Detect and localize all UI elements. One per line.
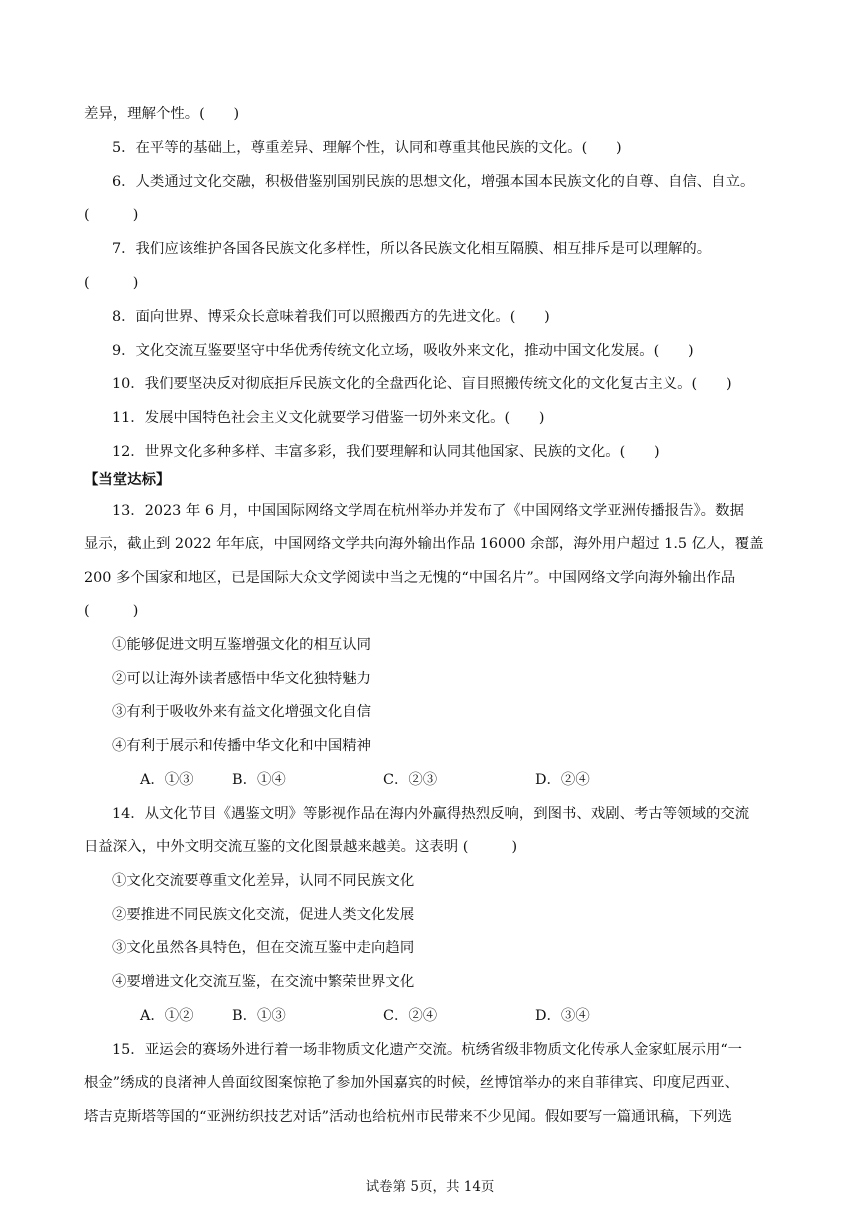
question-15-line-3: 塔吉克斯塔等国的“亚洲纺织技艺对话”活动也给杭州市民带来不少见闻。假如要写一篇通讯稿，下列选 (84, 1109, 732, 1125)
q13-option: ①能够促进文明互鉴增强文化的相互认同 (112, 637, 372, 653)
question-13-line-1: 13．2023 年 6 月，中国国际网络文学周在杭州举办并发布了《中国网络文学亚洲传播报告》。数据 (112, 503, 744, 519)
question-13-line-2: 显示，截止到 2022 年年底，中国网络文学共向海外输出作品 16000 余部，海外用户超过 1.5 亿人，覆盖 (84, 536, 764, 552)
question-7: 7．我们应该维护各国各民族文化多样性，所以各民族文化相互隔膜、相互排斥是可以理解的。 (112, 241, 712, 257)
question-15-line-2: 根金”绣成的良渚神人兽面纹图案惊艳了参加外国嘉宾的时候，丝博馆举办的来自菲律宾、印度尼西亚、 (84, 1075, 739, 1091)
q14-option: ③文化虽然各具特色，但在交流互鉴中走向趋同 (112, 940, 415, 956)
q13-option: ②可以让海外读者感悟中华文化独特魅力 (112, 671, 372, 687)
q14-option: ④要增进文化交流互鉴，在交流中繁荣世界文化 (112, 974, 415, 990)
choice-a: A．①③ (140, 772, 194, 788)
question-15-line-1: 15．亚运会的赛场外进行着一场非物质文化遗产交流。杭绣省级非物质文化传承人金家虹展示用“一 (112, 1042, 743, 1058)
question-8: 8．面向世界、博采众长意味着我们可以照搬西方的先进文化。( ) (112, 309, 550, 325)
choice-d: D．③④ (535, 1008, 590, 1024)
question-13-line-3: 200 多个国家和地区，已是国际大众文学阅读中当之无愧的“中国名片”。中国网络文学向海外输出作品 (84, 570, 736, 586)
question-7-blank: ( ) (84, 275, 139, 291)
question-10: 10．我们要坚决反对彻底拒斥民族文化的全盘西化论、盲目照搬传统文化的文化复古主义。( ) (112, 376, 732, 392)
page-footer: 试卷第 5页，共 14页 (365, 1179, 495, 1195)
question-6-blank: ( ) (84, 207, 139, 223)
choice-b: B．①③ (232, 1008, 286, 1024)
question-12: 12．世界文化多种多样、丰富多彩，我们要理解和认同其他国家、民族的文化。( ) (112, 444, 660, 460)
q13-option: ③有利于吸收外来有益文化增强文化自信 (112, 704, 372, 720)
q14-option: ①文化交流要尊重文化差异，认同不同民族文化 (112, 873, 415, 889)
q13-option: ④有利于展示和传播中华文化和中国精神 (112, 738, 372, 754)
choice-c: C．②③ (383, 772, 438, 788)
section-heading: 【当堂达标】 (84, 472, 171, 488)
choice-c: C．②④ (383, 1008, 438, 1024)
choice-b: B．①④ (232, 772, 286, 788)
question-14-line-1: 14．从文化节目《遇鉴文明》等影视作品在海内外赢得热烈反响，到图书、戏剧、考古等领域的交流 (112, 806, 750, 822)
question-6: 6．人类通过文化交融，积极借鉴别国别民族的思想文化，增强本国本民族文化的自尊、自信、自立。 (112, 174, 755, 190)
choice-d: D．②④ (535, 772, 590, 788)
q14-option: ②要推进不同民族文化交流，促进人类文化发展 (112, 907, 415, 923)
question-5: 5．在平等的基础上，尊重差异、理解个性，认同和尊重其他民族的文化。( ) (112, 140, 622, 156)
question-11: 11．发展中国特色社会主义文化就要学习借鉴一切外来文化。( ) (112, 410, 545, 426)
choice-a: A．①② (140, 1008, 194, 1024)
question-14-line-2: 日益深入，中外文明交流互鉴的文化图景越来越美。这表明 ( ) (84, 839, 518, 855)
question-13-blank: ( ) (84, 603, 139, 619)
line-continuation: 差异，理解个性。( ) (84, 106, 240, 122)
question-9: 9．文化交流互鉴要坚守中华优秀传统文化立场，吸收外来文化，推动中国文化发展。( ) (112, 343, 694, 359)
